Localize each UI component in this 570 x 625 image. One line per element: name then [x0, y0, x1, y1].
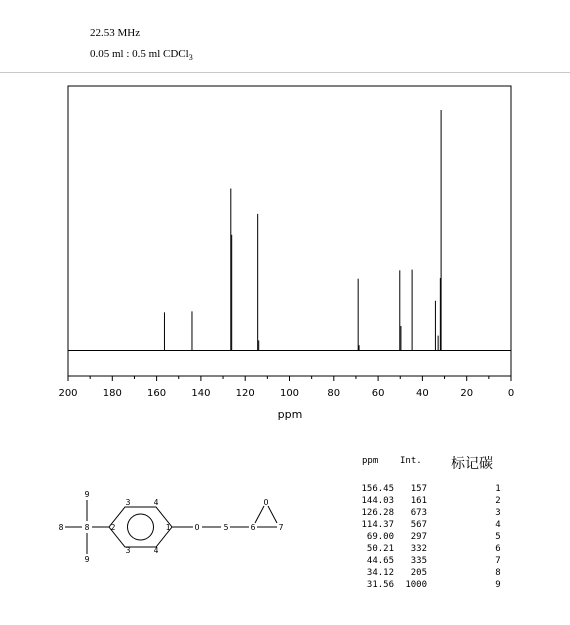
cell-assign: 5	[495, 532, 501, 542]
atom-label: 6	[250, 523, 256, 532]
cell-ppm: 34.12	[366, 568, 394, 578]
atom-label: 7	[278, 523, 284, 532]
x-tick-label: 180	[102, 388, 122, 399]
cell-assign: 1	[495, 484, 501, 494]
cell-int: 335	[410, 556, 427, 566]
cell-ppm: 44.65	[366, 556, 394, 566]
cell-ppm: 126.28	[361, 508, 394, 518]
atom-label: 8	[84, 523, 90, 532]
cell-ppm: 50.21	[366, 544, 394, 554]
cell-int: 161	[410, 496, 427, 506]
sample-subscript: 3	[188, 53, 193, 63]
x-tick-label: 160	[147, 388, 167, 399]
x-tick-label: 60	[371, 388, 385, 399]
sample-text: 0.05 ml : 0.5 ml CDCl	[90, 48, 189, 60]
cell-int: 1000	[405, 580, 427, 590]
cell-ppm: 31.56	[366, 580, 394, 590]
cell-int: 297	[410, 532, 427, 542]
cell-assign: 7	[495, 556, 501, 566]
atom-label: 9	[84, 490, 90, 499]
cell-int: 567	[410, 520, 427, 530]
cell-ppm: 69.00	[366, 532, 394, 542]
x-tick-label: 80	[327, 388, 341, 399]
cell-assign: 6	[495, 544, 501, 554]
cell-ppm: 114.37	[361, 520, 394, 530]
cell-ppm: 144.03	[361, 496, 394, 506]
x-tick-label: 140	[191, 388, 211, 399]
atom-label: 4	[153, 498, 159, 507]
atom-label: 8	[58, 523, 64, 532]
spectrometer-frequency: 22.53 MHz	[90, 27, 141, 39]
benzene-ring	[109, 507, 172, 547]
cell-assign: 2	[495, 496, 501, 506]
table-header-assignment: 标记碳	[451, 456, 493, 472]
table-header-int: Int.	[400, 456, 422, 466]
cell-assign: 3	[495, 508, 501, 518]
cell-assign: 8	[495, 568, 501, 578]
cell-assign: 9	[495, 580, 501, 590]
x-axis-label: ppm	[277, 408, 303, 421]
cell-assign: 4	[495, 520, 501, 530]
bond	[268, 506, 277, 523]
atom-label: 4	[153, 546, 159, 555]
atom-label: 9	[84, 555, 90, 564]
atom-label: 3	[125, 546, 131, 555]
x-tick-label: 120	[235, 388, 255, 399]
atom-label: 2	[110, 523, 116, 532]
atom-label: O	[194, 523, 200, 532]
x-tick-label: 20	[460, 388, 474, 399]
bond	[255, 506, 264, 523]
atom-label: 5	[223, 523, 229, 532]
cell-int: 157	[410, 484, 427, 494]
atom-label: 3	[125, 498, 131, 507]
cell-int: 673	[410, 508, 427, 518]
cell-int: 205	[410, 568, 427, 578]
atom-label: 1	[165, 523, 171, 532]
x-tick-label: 200	[58, 388, 78, 399]
x-tick-label: 100	[279, 388, 300, 399]
atom-label: O	[263, 498, 269, 507]
cell-ppm: 156.45	[361, 484, 394, 494]
x-tick-label: 0	[507, 388, 515, 399]
aromatic-circle	[128, 514, 154, 540]
x-tick-label: 40	[416, 388, 429, 399]
table-header-ppm: ppm	[362, 456, 379, 466]
cell-int: 332	[410, 544, 427, 554]
